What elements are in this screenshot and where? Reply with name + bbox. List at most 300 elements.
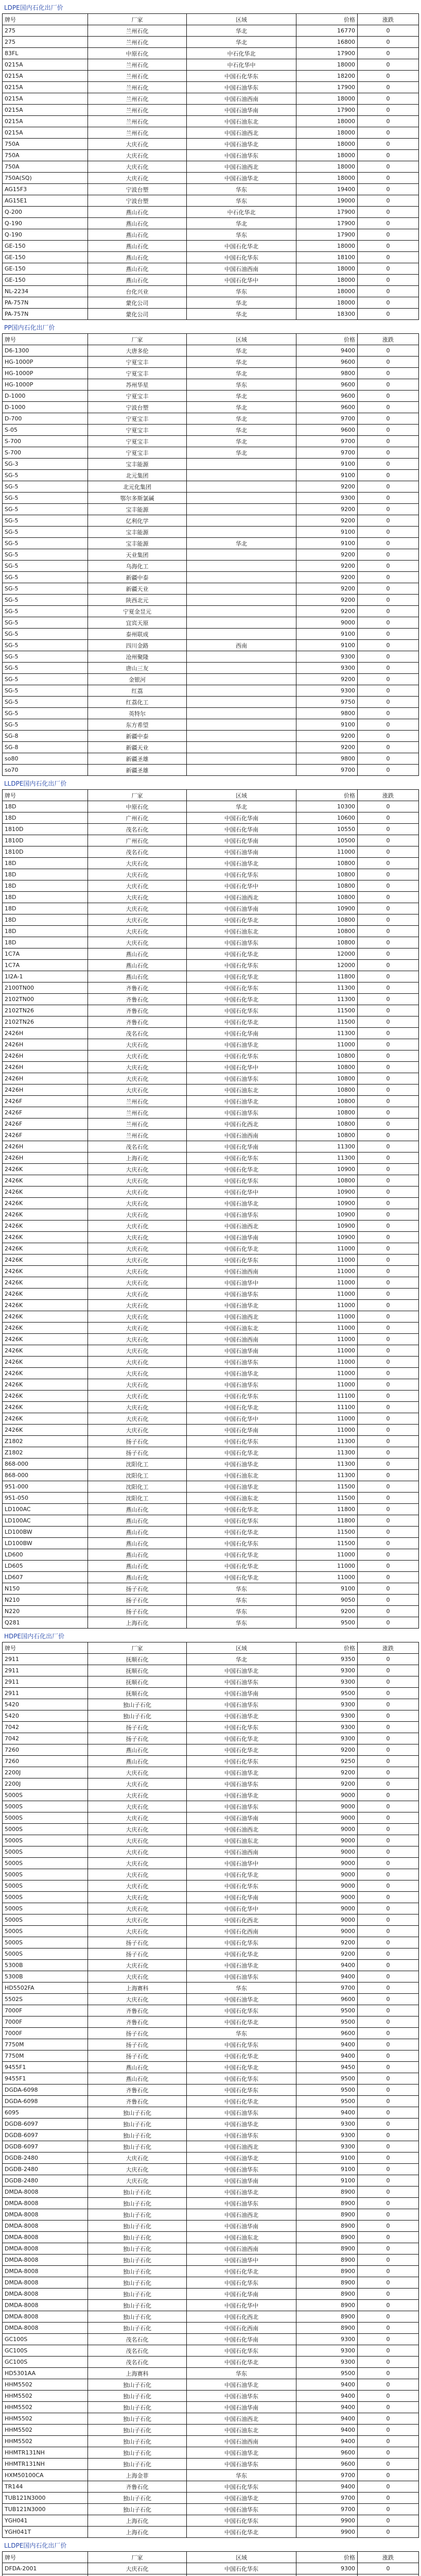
- table-row: [3, 425, 419, 436]
- cell-price: 9300: [296, 1676, 357, 1688]
- cell-region: 中国石化西北: [187, 1914, 296, 1926]
- cell-maker: 金银河: [87, 674, 186, 685]
- cell-maker: 大庆石化: [87, 858, 186, 869]
- cell-maker: 独山子石化: [87, 2119, 186, 2130]
- table-row: [3, 1665, 419, 1676]
- cell-price: 9700: [296, 2504, 357, 2515]
- table-body: [3, 25, 419, 320]
- cell-region: [187, 629, 296, 640]
- table-row: [3, 2413, 419, 2425]
- cell-region: [187, 504, 296, 515]
- cell-maker: 独山子石化: [87, 2323, 186, 2334]
- cell-region: 中国石化华中: [187, 1903, 296, 1914]
- table-row: [3, 2504, 419, 2515]
- cell-change: 0: [357, 869, 418, 880]
- cell-price: 10900: [296, 1209, 357, 1221]
- cell-change: 0: [357, 1767, 418, 1778]
- column-header-grade: 牌号: [3, 14, 88, 25]
- cell-grade: 0215A: [3, 116, 88, 127]
- cell-price: 11000: [296, 1572, 357, 1583]
- cell-grade: 2102TN00: [3, 994, 88, 1005]
- cell-maker: 大庆石化: [87, 1812, 186, 1824]
- table-row: [3, 2345, 419, 2357]
- cell-region: 中国石油华北: [187, 1994, 296, 2005]
- cell-region: 中国石化华北: [187, 2096, 296, 2107]
- cell-price: 9200: [296, 515, 357, 527]
- cell-grade: DGDB-2480: [3, 2175, 88, 2187]
- cell-maker: 大庆石化: [87, 1892, 186, 1903]
- table-row: [3, 583, 419, 595]
- cell-grade: 18D: [3, 892, 88, 903]
- cell-region: 中国石化华中: [187, 880, 296, 892]
- cell-region: 中国石化华北: [187, 1561, 296, 1572]
- cell-maker: 大庆石化: [87, 1926, 186, 1937]
- cell-price: 18000: [296, 275, 357, 286]
- cell-change: 0: [357, 105, 418, 116]
- cell-price: 9300: [296, 663, 357, 674]
- cell-maker: 兰州石化: [87, 105, 186, 116]
- cell-grade: LD600: [3, 1549, 88, 1561]
- cell-grade: 5300B: [3, 1960, 88, 1971]
- cell-change: 0: [357, 1016, 418, 1028]
- cell-grade: 2426K: [3, 1345, 88, 1357]
- table-row: [3, 1141, 419, 1153]
- cell-maker: 独山子石化: [87, 2425, 186, 2436]
- cell-grade: SG-5: [3, 674, 88, 685]
- cell-grade: SG-5: [3, 663, 88, 674]
- cell-maker: 大庆石化: [87, 2563, 186, 2574]
- cell-region: 中国石油西南: [187, 2243, 296, 2255]
- cell-price: 11300: [296, 1153, 357, 1164]
- cell-maker: 宁夏宝丰: [87, 436, 186, 447]
- cell-price: 9000: [296, 1801, 357, 1812]
- cell-maker: 独山子石化: [87, 1710, 186, 1722]
- cell-change: 0: [357, 297, 418, 309]
- cell-grade: 868-000: [3, 1470, 88, 1481]
- cell-price: 11000: [296, 1289, 357, 1300]
- cell-region: 中国石化华北: [187, 2050, 296, 2062]
- cell-price: 19000: [296, 195, 357, 207]
- table-row: [3, 184, 419, 195]
- cell-region: 中国石化华中: [187, 1062, 296, 1073]
- cell-price: 9000: [296, 1892, 357, 1903]
- cell-change: 0: [357, 2232, 418, 2243]
- cell-price: 17900: [296, 229, 357, 241]
- table-row: [3, 173, 419, 184]
- cell-price: 9700: [296, 2470, 357, 2481]
- cell-change: 0: [357, 583, 418, 595]
- cell-grade: N150: [3, 1583, 88, 1595]
- cell-region: 中国石油华东: [187, 1107, 296, 1118]
- cell-region: 中国石化华东: [187, 1050, 296, 1062]
- cell-price: 11000: [296, 1368, 357, 1379]
- cell-region: 中国石化华东: [187, 2481, 296, 2493]
- cell-region: 中国石油东北: [187, 1323, 296, 1334]
- table-row: [3, 731, 419, 742]
- cell-price: 9100: [296, 2153, 357, 2164]
- cell-maker: 红荔化工: [87, 697, 186, 708]
- cell-change: 0: [357, 1425, 418, 1436]
- cell-maker: 大庆石化: [87, 1391, 186, 1402]
- cell-maker: 燕山石化: [87, 2062, 186, 2073]
- cell-price: 9100: [296, 1583, 357, 1595]
- cell-grade: 2426K: [3, 1402, 88, 1413]
- cell-grade: 2426H: [3, 1084, 88, 1096]
- cell-grade: 7750M: [3, 2039, 88, 2050]
- table-row: [3, 1744, 419, 1756]
- cell-price: 9400: [296, 2436, 357, 2447]
- cell-region: 中国石化华东: [187, 2005, 296, 2016]
- cell-maker: 大唐多伦: [87, 345, 186, 357]
- cell-maker: 齐鲁石化: [87, 994, 186, 1005]
- cell-price: 10800: [296, 1096, 357, 1107]
- table-row: [3, 345, 419, 357]
- cell-maker: 蒙化公司: [87, 309, 186, 320]
- cell-region: 中国石油华北: [187, 2447, 296, 2459]
- cell-change: 0: [357, 1515, 418, 1527]
- cell-change: 0: [357, 2209, 418, 2221]
- table-row: [3, 1209, 419, 1221]
- cell-region: [187, 674, 296, 685]
- table-row: [3, 617, 419, 629]
- cell-price: 18100: [296, 252, 357, 263]
- cell-price: 9300: [296, 2334, 357, 2345]
- cell-grade: 2426K: [3, 1209, 88, 1221]
- cell-price: 9000: [296, 1835, 357, 1846]
- table-row: [3, 1175, 419, 1187]
- cell-change: 0: [357, 1311, 418, 1323]
- cell-grade: DMDA-8008: [3, 2277, 88, 2289]
- cell-region: 中国石化华北: [187, 2357, 296, 2368]
- cell-region: 中国石油华东: [187, 1289, 296, 1300]
- cell-change: 0: [357, 2187, 418, 2198]
- cell-price: 9200: [296, 572, 357, 583]
- cell-change: 0: [357, 753, 418, 765]
- cell-grade: Q-190: [3, 229, 88, 241]
- cell-grade: 1810D: [3, 846, 88, 858]
- cell-price: [296, 2574, 357, 2576]
- cell-maker: 天业集团: [87, 549, 186, 561]
- table-row: [3, 1368, 419, 1379]
- cell-price: 9400: [296, 2481, 357, 2493]
- cell-price: 17900: [296, 105, 357, 116]
- cell-region: 华北: [187, 345, 296, 357]
- cell-maker: 独山子石化: [87, 2300, 186, 2311]
- cell-grade: 750A(SQ): [3, 173, 88, 184]
- cell-region: 中国石化华东: [187, 2515, 296, 2527]
- cell-grade: HG-1000P: [3, 368, 88, 379]
- column-header-change: 涨跌: [357, 1642, 418, 1654]
- cell-change: 0: [357, 948, 418, 960]
- cell-change: 0: [357, 2289, 418, 2300]
- cell-grade: [3, 2574, 88, 2576]
- cell-price: 9300: [296, 2563, 357, 2574]
- cell-grade: DFDA-2001: [3, 2563, 88, 2574]
- table-row: [3, 297, 419, 309]
- cell-price: 10300: [296, 801, 357, 812]
- cell-change: 0: [357, 2005, 418, 2016]
- cell-maker: 大庆石化: [87, 1379, 186, 1391]
- cell-maker: 宁夏宝丰: [87, 447, 186, 459]
- cell-region: 中国石化华东: [187, 960, 296, 971]
- cell-grade: DGDA-6098: [3, 2084, 88, 2096]
- cell-price: 9400: [296, 2039, 357, 2050]
- cell-region: 华东: [187, 379, 296, 391]
- table-row: [3, 561, 419, 572]
- cell-region: 中石化华中: [187, 59, 296, 71]
- cell-region: [187, 493, 296, 504]
- cell-grade: 2426K: [3, 1391, 88, 1402]
- cell-grade: 7260: [3, 1744, 88, 1756]
- cell-region: 中国石化华东: [187, 1756, 296, 1767]
- cell-price: 11000: [296, 1255, 357, 1266]
- cell-region: 中国石油华东: [187, 1073, 296, 1084]
- table-row: [3, 2016, 419, 2028]
- table-row: [3, 368, 419, 379]
- table-row: [3, 1470, 419, 1481]
- cell-price: 9000: [296, 1880, 357, 1892]
- cell-maker: 四川金路: [87, 640, 186, 651]
- cell-change: 0: [357, 447, 418, 459]
- cell-change: 0: [357, 982, 418, 994]
- cell-grade: 18D: [3, 926, 88, 937]
- cell-maker: 独山子石化: [87, 2107, 186, 2119]
- cell-grade: 7000F: [3, 2028, 88, 2039]
- cell-maker: 齐鲁石化: [87, 1005, 186, 1016]
- cell-change: 0: [357, 2039, 418, 2050]
- cell-price: 17900: [296, 48, 357, 59]
- cell-price: 9450: [296, 2062, 357, 2073]
- cell-price: 9100: [296, 2164, 357, 2175]
- table-row: [3, 1062, 419, 1073]
- cell-change: 0: [357, 150, 418, 161]
- cell-price: 8900: [296, 2255, 357, 2266]
- table-row: [3, 1971, 419, 1982]
- cell-change: 0: [357, 926, 418, 937]
- table-row: [3, 1572, 419, 1583]
- cell-region: 中国石油华东: [187, 2391, 296, 2402]
- cell-price: 10900: [296, 1221, 357, 1232]
- column-header-maker: 厂家: [87, 1642, 186, 1654]
- cell-change: 0: [357, 903, 418, 914]
- table-row: [3, 2277, 419, 2289]
- cell-maker: 独山子石化: [87, 2187, 186, 2198]
- cell-maker: 扬子石化: [87, 1436, 186, 1447]
- cell-maker: 上海石化: [87, 1617, 186, 1629]
- cell-region: 中国石化华南: [187, 812, 296, 824]
- table-row: [3, 1538, 419, 1549]
- cell-region: [187, 742, 296, 753]
- cell-maker: 新疆中泰: [87, 731, 186, 742]
- cell-grade: SG-3: [3, 459, 88, 470]
- cell-region: 中国石油西北: [187, 892, 296, 903]
- cell-change: 0: [357, 1436, 418, 1447]
- table-body: [3, 1654, 419, 2538]
- cell-grade: 1C7A: [3, 960, 88, 971]
- cell-price: 10900: [296, 903, 357, 914]
- cell-region: [187, 765, 296, 776]
- cell-maker: 宁夏金昱元: [87, 606, 186, 617]
- cell-region: 中国石油华中: [187, 2255, 296, 2266]
- table-row: [3, 2459, 419, 2470]
- cell-region: 中国石油华南: [187, 1232, 296, 1243]
- table-row: [3, 218, 419, 229]
- cell-change: 0: [357, 1153, 418, 1164]
- cell-price: 9900: [296, 2515, 357, 2527]
- cell-price: 11000: [296, 1334, 357, 1345]
- cell-grade: 2426K: [3, 1323, 88, 1334]
- cell-grade: DMDA-8008: [3, 2221, 88, 2232]
- cell-maker: 上海赛科: [87, 1982, 186, 1994]
- cell-maker: 齐鲁石化: [87, 2084, 186, 2096]
- cell-change: 0: [357, 161, 418, 173]
- cell-price: 11300: [296, 1459, 357, 1470]
- cell-price: 8900: [296, 2289, 357, 2300]
- cell-grade: 2426K: [3, 1311, 88, 1323]
- cell-maker: 大庆石化: [87, 150, 186, 161]
- cell-grade: 2426K: [3, 1425, 88, 1436]
- cell-change: 0: [357, 481, 418, 493]
- cell-maker: 燕山石化: [87, 1572, 186, 1583]
- cell-region: 中国石化华北: [187, 1948, 296, 1960]
- cell-change: 0: [357, 93, 418, 105]
- cell-region: 中国石化华东: [187, 71, 296, 82]
- cell-region: 华北: [187, 447, 296, 459]
- cell-region: 中国石油华南: [187, 1688, 296, 1699]
- cell-grade: 5000S: [3, 1801, 88, 1812]
- cell-change: 0: [357, 1050, 418, 1062]
- cell-grade: DMDA-8008: [3, 2209, 88, 2221]
- cell-region: 中国石油华北: [187, 1767, 296, 1778]
- cell-grade: DGDA-6098: [3, 2096, 88, 2107]
- cell-region: 中国石油西北: [187, 127, 296, 139]
- cell-change: 0: [357, 1323, 418, 1334]
- cell-grade: 7750M: [3, 2050, 88, 2062]
- cell-price: 9000: [296, 1914, 357, 1926]
- cell-maker: 沈阳化工: [87, 1481, 186, 1493]
- cell-maker: 大庆石化: [87, 1164, 186, 1175]
- cell-maker: 东方希望: [87, 719, 186, 731]
- cell-grade: 5000S: [3, 1858, 88, 1869]
- cell-region: 中国石化华东: [187, 1436, 296, 1447]
- cell-change: 0: [357, 1561, 418, 1572]
- column-header-change: 涨跌: [357, 14, 418, 25]
- cell-maker: 上海石化: [87, 2527, 186, 2538]
- cell-region: 中国石油华北: [187, 1665, 296, 1676]
- cell-maker: 燕山石化: [87, 948, 186, 960]
- cell-change: 0: [357, 812, 418, 824]
- table-row: [3, 1801, 419, 1812]
- cell-grade: SG-5: [3, 606, 88, 617]
- cell-grade: 750A: [3, 139, 88, 150]
- table-row: [3, 651, 419, 663]
- cell-maker: 扬子石化: [87, 1595, 186, 1606]
- cell-change: 0: [357, 379, 418, 391]
- cell-maker: 齐鲁石化: [87, 982, 186, 994]
- cell-grade: DGDB-6097: [3, 2130, 88, 2141]
- cell-maker: 茂名石化: [87, 1028, 186, 1039]
- cell-change: 0: [357, 538, 418, 549]
- table-row: [3, 1515, 419, 1527]
- cell-price: 9700: [296, 1982, 357, 1994]
- cell-region: [187, 753, 296, 765]
- table-row: [3, 1436, 419, 1447]
- cell-grade: LD100AC: [3, 1504, 88, 1515]
- cell-price: 11300: [296, 1436, 357, 1447]
- cell-change: 0: [357, 229, 418, 241]
- column-header-region: 区域: [187, 2552, 296, 2563]
- cell-region: 中国石化华北: [187, 1869, 296, 1880]
- cell-price: 11500: [296, 1005, 357, 1016]
- cell-change: 0: [357, 1665, 418, 1676]
- table-row: [3, 1459, 419, 1470]
- table-row: [3, 1016, 419, 1028]
- cell-price: 17900: [296, 218, 357, 229]
- cell-grade: 2426H: [3, 1039, 88, 1050]
- column-header-region: 区域: [187, 790, 296, 801]
- table-row: [3, 2221, 419, 2232]
- cell-region: [187, 459, 296, 470]
- table-body: [3, 2563, 419, 2576]
- cell-price: 9600: [296, 357, 357, 368]
- cell-grade: YGH041: [3, 2515, 88, 2527]
- cell-grade: 18D: [3, 903, 88, 914]
- cell-grade: DGDB-2480: [3, 2164, 88, 2175]
- cell-region: 中国石油华北: [187, 1481, 296, 1493]
- cell-maker: 宝丰能源: [87, 527, 186, 538]
- cell-region: 中国石化华北: [187, 2527, 296, 2538]
- cell-price: 11500: [296, 1527, 357, 1538]
- cell-region: 中国石化华东: [187, 2073, 296, 2084]
- cell-price: 18000: [296, 241, 357, 252]
- cell-grade: 6095: [3, 2107, 88, 2119]
- cell-grade: 2426K: [3, 1232, 88, 1243]
- cell-change: 0: [357, 1345, 418, 1357]
- cell-grade: 0215A: [3, 127, 88, 139]
- cell-price: 9100: [296, 719, 357, 731]
- cell-maker: 大庆石化: [87, 1903, 186, 1914]
- header-row: [3, 14, 419, 25]
- cell-change: 0: [357, 413, 418, 425]
- cell-change: 0: [357, 1699, 418, 1710]
- cell-grade: 2911: [3, 1654, 88, 1665]
- cell-maker: 齐鲁石化: [87, 2096, 186, 2107]
- table-row: [3, 2187, 419, 2198]
- cell-region: 中国石油华东: [187, 1778, 296, 1790]
- table-row: [3, 926, 419, 937]
- cell-grade: DGDB-6097: [3, 2141, 88, 2153]
- cell-change: 0: [357, 2221, 418, 2232]
- cell-region: 中国石油东北: [187, 926, 296, 937]
- cell-region: 中国石化华东: [187, 1175, 296, 1187]
- cell-region: 中国石化华北: [187, 948, 296, 960]
- cell-price: 9400: [296, 2425, 357, 2436]
- cell-price: 9100: [296, 527, 357, 538]
- cell-grade: 2200J: [3, 1778, 88, 1790]
- cell-price: 11000: [296, 1549, 357, 1561]
- cell-change: 0: [357, 1447, 418, 1459]
- cell-grade: 18D: [3, 914, 88, 926]
- cell-grade: 2426K: [3, 1187, 88, 1198]
- cell-maker: 扬子石化: [87, 2039, 186, 2050]
- table-row: [3, 846, 419, 858]
- cell-region: 中国石油东北: [187, 2232, 296, 2243]
- cell-region: 华东: [187, 1595, 296, 1606]
- cell-region: 中国石油华北: [187, 1198, 296, 1209]
- table-row: [3, 2084, 419, 2096]
- cell-maker: 燕山石化: [87, 960, 186, 971]
- cell-maker: 沈阳化工: [87, 1470, 186, 1481]
